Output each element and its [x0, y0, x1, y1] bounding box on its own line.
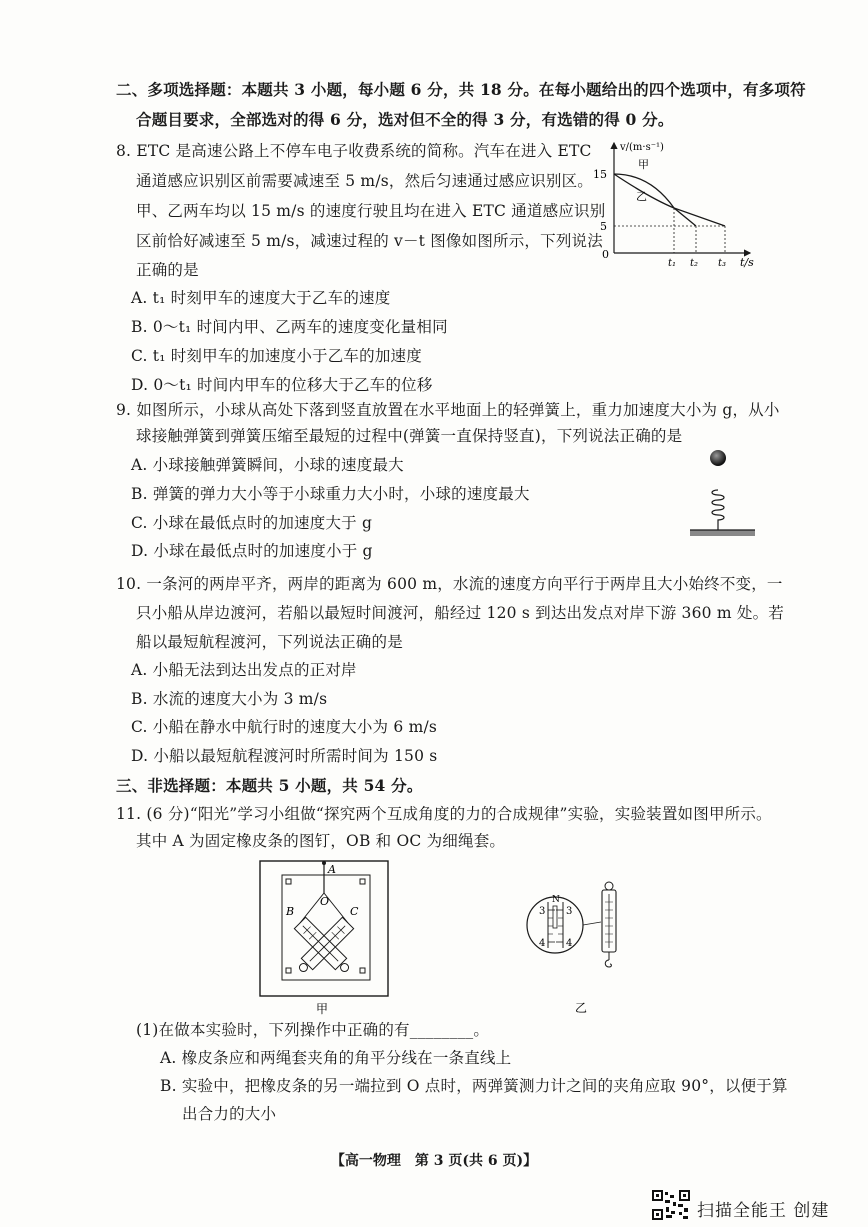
ground: [690, 530, 755, 536]
graph-label-yi: 乙: [636, 190, 647, 203]
caption-yi: 乙: [575, 1001, 588, 1015]
q9-option-c: C. 小球在最低点时的加速度大于 g: [131, 514, 373, 532]
thumbtack-br: [360, 879, 365, 884]
section2-header-line2: 合题目要求，全部选对的得 6 分，选对但不全的得 3 分，有选错的得 0 分。: [136, 110, 674, 129]
graph-curve-yi: [614, 174, 696, 226]
graph-y5: 5: [600, 220, 607, 233]
q11-option-a: A. 橡皮条应和两绳套夹角的角平分线在一条直线上: [160, 1049, 512, 1067]
label-n: N: [552, 895, 560, 905]
q11-figure-yi: [525, 880, 645, 1015]
label-c: C: [350, 905, 359, 918]
string-oc: [324, 893, 348, 923]
page-footer: 【高一物理 第 3 页(共 6 页)】: [330, 1153, 538, 1169]
q8-vt-graph: [590, 138, 765, 273]
q8-line5: 正确的是: [136, 261, 199, 279]
q8-line1: 8. ETC 是高速公路上不停车电子收费系统的简称。汽车在进入 ETC: [116, 142, 592, 160]
q9-option-b: B. 弹簧的弹力大小等于小球重力大小时，小球的速度最大: [131, 485, 530, 503]
q10-option-b: B. 水流的速度大小为 3 m/s: [131, 690, 328, 708]
ball: [710, 450, 726, 466]
q9-line1: 9. 如图所示，小球从高处下落到竖直放置在水平地面上的轻弹簧上，重力加速度大小为 g，从小: [116, 401, 780, 419]
label-a: A: [328, 863, 336, 876]
q8-option-b: B. 0～t₁ 时间内甲、乙两车的速度变化量相同: [131, 318, 448, 336]
q10-line3: 船以最短航程渡河，下列说法正确的是: [136, 633, 403, 651]
section2-header-line1: 二、多项选择题：本题共 3 小题，每小题 6 分，共 18 分。在每小题给出的四个选项中，有多项符: [116, 80, 806, 99]
q11-line1: 11. (6 分)“阳光”学习小组做“探究两个互成角度的力的合成规律”实验，实验装置如图甲所示。: [116, 805, 772, 823]
graph-y15: 15: [593, 168, 607, 181]
q8-line4: 区前恰好减速至 5 m/s，减速过程的 v－t 图像如图所示，下列说法: [136, 232, 603, 250]
q11-sub1: (1)在做本实验时，下列操作中正确的有________。: [136, 1021, 490, 1039]
label-b: B: [286, 905, 295, 918]
pointer: [553, 906, 557, 928]
label-3-left: 3: [539, 906, 546, 917]
label-o: O: [320, 895, 330, 908]
section3-header: 三、非选择题：本题共 5 小题，共 54 分。: [116, 776, 423, 795]
q10-line1: 10. 一条河的两岸平齐，两岸的距离为 600 m，水流的速度方向平行于两岸且大小始终不变，一: [116, 575, 783, 593]
graph-label-jia: 甲: [638, 158, 649, 171]
label-3-right: 3: [566, 906, 573, 917]
q11-option-b-line1: B. 实验中，把橡皮条的另一端拉到 O 点时，两弹簧测力计之间的夹角应取 90°，以便于算: [160, 1077, 788, 1095]
q9-line2: 球接触弹簧到弹簧压缩至最短的过程中(弹簧一直保持竖直)，下列说法正确的是: [136, 427, 683, 445]
q10-option-d: D. 小船以最短航程渡河时所需时间为 150 s: [131, 747, 438, 765]
graph-curve-jia: [614, 174, 725, 226]
q8-line2: 通道感应识别区前需要减速至 5 m/s，然后匀速通过感应识别区。: [136, 172, 593, 190]
string-ob: [300, 893, 324, 923]
q11-option-b-line2: 出合力的大小: [182, 1105, 277, 1123]
thumbtack-bl2: [360, 968, 365, 973]
scanner-watermark: 扫描全能王 创建: [697, 1201, 830, 1221]
q10-option-c: C. 小船在静水中航行时的速度大小为 6 m/s: [131, 718, 438, 736]
magnifier-circle: [527, 897, 583, 953]
spring-scale-vertical: [602, 882, 616, 967]
q8-option-a: A. t₁ 时刻甲车的速度大于乙车的速度: [131, 289, 391, 307]
q10-option-a: A. 小船无法到达出发点的正对岸: [131, 661, 357, 679]
q9-option-a: A. 小球接触弹簧瞬间，小球的速度最大: [131, 456, 404, 474]
q11-figure-jia: [250, 853, 400, 1018]
thumbtack-bl: [286, 968, 291, 973]
graph-t2: t₂: [690, 258, 699, 269]
magnifier-lead: [583, 922, 601, 925]
caption-jia: 甲: [316, 1002, 329, 1016]
graph-origin: 0: [602, 248, 609, 261]
q8-line3: 甲、乙两车均以 15 m/s 的速度行驶且均在进入 ETC 通道感应识别: [136, 202, 606, 220]
graph-ylabel: v/(m·s⁻¹): [620, 142, 664, 153]
q10-line2: 只小船从岸边渡河，若船以最短时间渡河，船经过 120 s 到达出发点对岸下游 360 m 处。若: [136, 604, 784, 622]
spring: [712, 490, 724, 530]
label-4-right: 4: [566, 938, 573, 949]
thumbtack-a: [286, 879, 291, 884]
graph-t1: t₁: [668, 258, 677, 269]
q8-option-d: D. 0～t₁ 时间内甲车的位移大于乙车的位移: [131, 376, 433, 394]
label-4-left: 4: [539, 938, 546, 949]
q9-option-d: D. 小球在最低点时的加速度小于 g: [131, 542, 373, 560]
spring-scale-right: [295, 917, 354, 976]
graph-t3: t₃: [718, 258, 727, 269]
q11-line2: 其中 A 为固定橡皮条的图钉，OB 和 OC 为细绳套。: [136, 832, 506, 850]
q9-ball-spring-figure: [685, 445, 765, 545]
qr-code-icon: [652, 1190, 690, 1220]
q8-option-c: C. t₁ 时刻甲车的加速度小于乙车的加速度: [131, 347, 422, 365]
graph-xlabel: t/s: [740, 256, 754, 269]
